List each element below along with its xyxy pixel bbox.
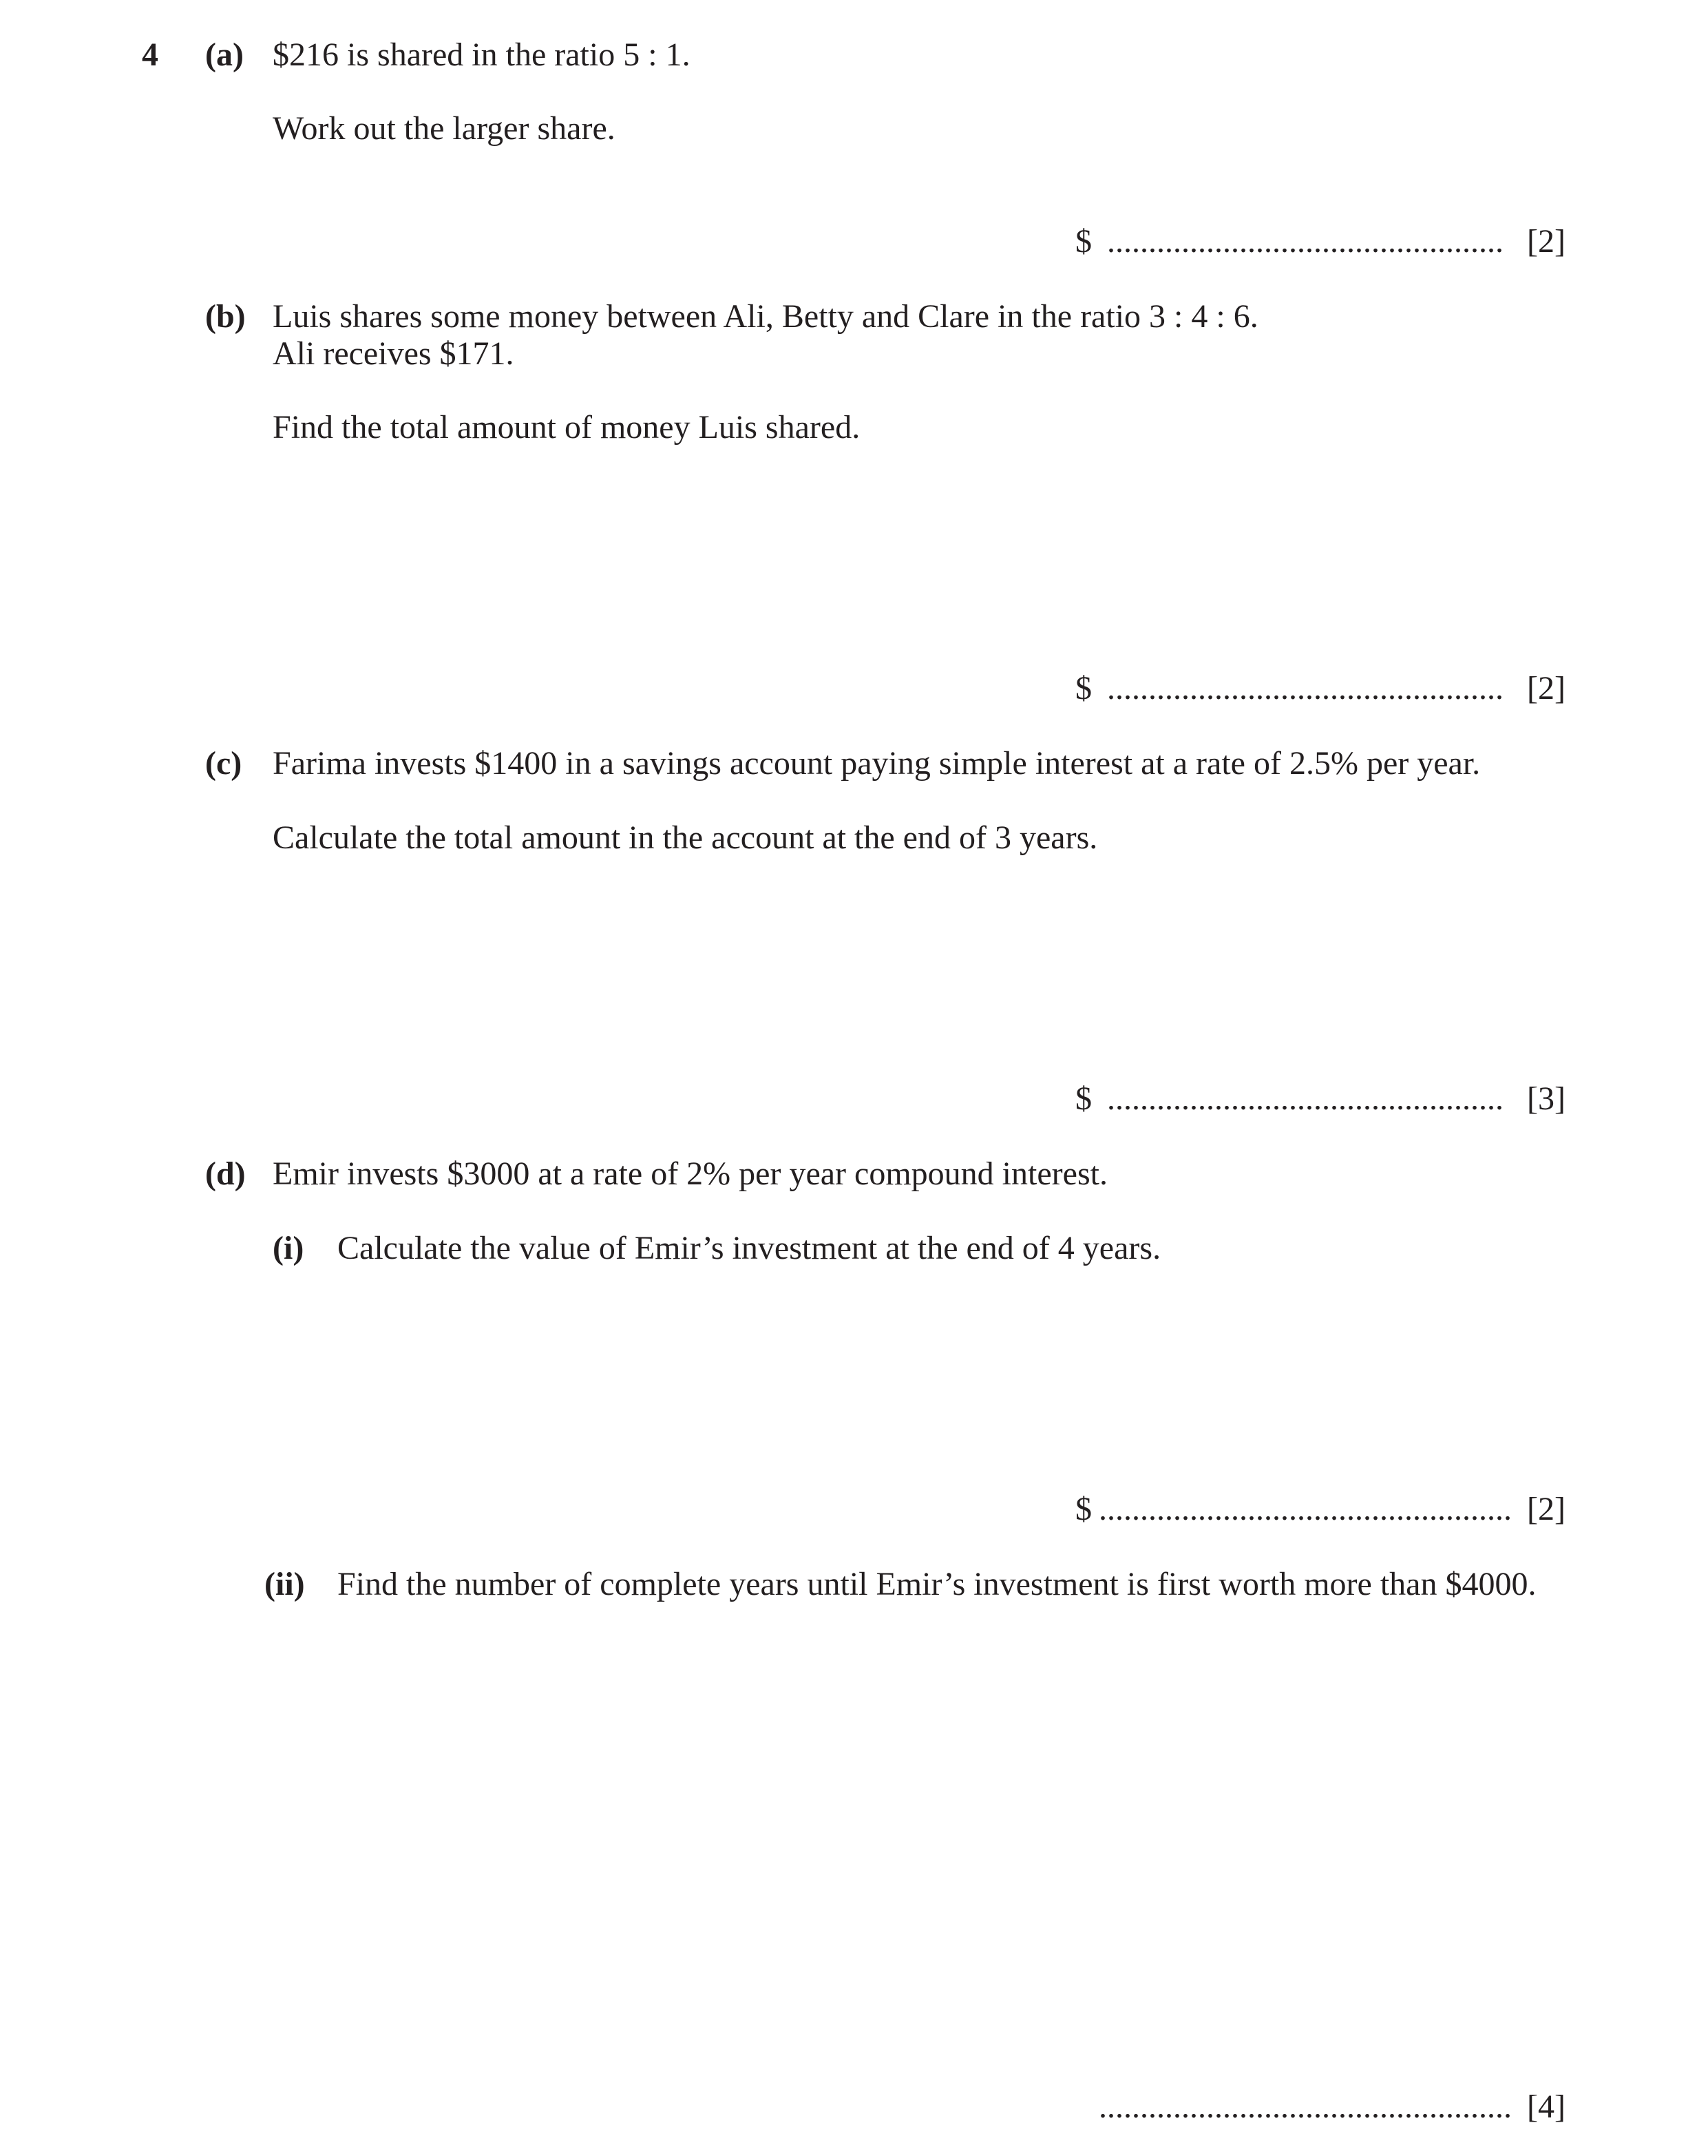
part-d-i-answer-dots[interactable]: .................................................. [1099, 1491, 1512, 1527]
part-d-i-answer-line[interactable] [1075, 1493, 1092, 1526]
part-d-ii-marks: [4] [1527, 2089, 1565, 2125]
part-a-answer-dots[interactable]: ................................................ [1107, 223, 1504, 260]
part-d-i-marks: [2] [1527, 1491, 1565, 1527]
part-d-i-label: (i) [273, 1230, 304, 1266]
part-a-marks: [2] [1527, 223, 1565, 260]
part-c-instruction: Calculate the total amount in the account at the end of 3 years. [273, 819, 1098, 856]
part-a-answer-line[interactable] [1075, 225, 1092, 258]
part-c-label: (c) [205, 745, 242, 782]
part-b-marks: [2] [1527, 670, 1565, 707]
part-d-label: (d) [205, 1155, 246, 1192]
currency-symbol: $ [1075, 1491, 1092, 1527]
part-d-ii-label: (ii) [264, 1566, 305, 1602]
currency-symbol: $ [1075, 1080, 1092, 1117]
part-b-answer-dots[interactable]: ................................................ [1107, 670, 1504, 707]
part-d-ii-answer-dots[interactable]: .................................................. [1099, 2089, 1512, 2125]
part-b-answer-line[interactable] [1075, 672, 1092, 705]
part-d-i-instruction: Calculate the value of Emir’s investment at the end of 4 years. [337, 1230, 1161, 1266]
part-c-answer-line[interactable] [1075, 1082, 1092, 1116]
part-b-instruction: Find the total amount of money Luis shared. [273, 409, 861, 446]
part-b-statement-2: Ali receives $171. [273, 335, 514, 372]
part-b-label: (b) [205, 298, 246, 335]
part-d-ii-instruction: Find the number of complete years until Emir’s investment is first worth more than $4000. [337, 1566, 1537, 1602]
part-b-statement: Luis shares some money between Ali, Betty and Clare in the ratio 3 : 4 : 6. [273, 298, 1258, 335]
part-c-statement: Farima invests $1400 in a savings account paying simple interest at a rate of 2.5% per year. [273, 745, 1481, 782]
part-c-marks: [3] [1527, 1080, 1565, 1117]
part-c-answer-dots[interactable]: ................................................ [1107, 1080, 1504, 1117]
currency-symbol: $ [1075, 223, 1092, 260]
part-d-statement: Emir invests $3000 at a rate of 2% per year compound interest. [273, 1155, 1108, 1192]
part-a-instruction: Work out the larger share. [273, 110, 615, 147]
part-a-label: (a) [205, 36, 244, 73]
currency-symbol: $ [1075, 670, 1092, 707]
question-number: 4 [142, 36, 158, 73]
part-a-statement: $216 is shared in the ratio 5 : 1. [273, 36, 690, 73]
